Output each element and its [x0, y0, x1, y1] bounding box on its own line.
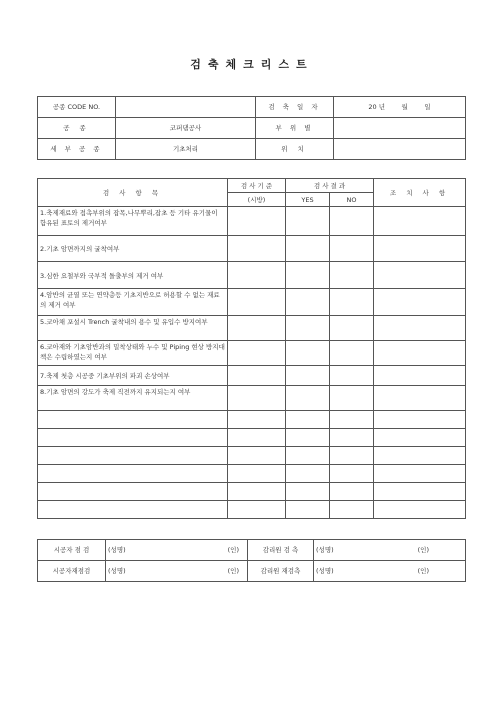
no-cell[interactable] — [330, 207, 374, 236]
checklist-row — [38, 262, 466, 289]
empty-item-cell[interactable] — [38, 429, 228, 447]
check-item-1: 1.축제재료와 접촉부위의 잡목,나무뿌리,잡초 등 기타 유기물이 함유된 표토의 제거여부 — [38, 207, 228, 236]
checklist-empty-row — [38, 411, 466, 429]
seal-placeholder: (인) — [227, 546, 239, 554]
checklist-row — [38, 366, 466, 386]
name-placeholder: (성명) — [316, 567, 334, 575]
empty-item-cell[interactable] — [38, 465, 228, 483]
supervisor-inspect-label: 감리원 검 측 — [248, 540, 314, 561]
criteria-cell[interactable] — [228, 207, 286, 236]
part-value[interactable] — [334, 118, 466, 139]
no-cell[interactable] — [330, 465, 374, 483]
check-item-4: 4.암반의 균열 또는 연약층등 기초지반으로 허용할 수 없는 재료의 제거 여부 — [38, 289, 228, 316]
yes-cell[interactable] — [286, 289, 330, 316]
criteria-cell[interactable] — [228, 447, 286, 465]
action-cell[interactable] — [374, 207, 466, 236]
yes-cell[interactable] — [286, 386, 330, 411]
header-criteria: 검 사 기 준 — [228, 179, 286, 193]
supervisor-reinspect-label: 감리원 재검측 — [248, 561, 314, 582]
document-title: 검축체크리스트 — [190, 58, 314, 71]
no-cell[interactable] — [330, 366, 374, 386]
yes-cell[interactable] — [286, 429, 330, 447]
contractor-recheck-signature[interactable] — [106, 561, 248, 582]
work-type-label: 공 종 — [38, 118, 116, 139]
name-placeholder: (성명) — [108, 567, 126, 575]
criteria-cell[interactable] — [228, 366, 286, 386]
checklist-empty-row — [38, 483, 466, 501]
checklist-row — [38, 207, 466, 236]
no-cell[interactable] — [330, 429, 374, 447]
check-item-3: 3.심한 요철부와 국부적 돌출부의 제거 여부 — [38, 262, 228, 289]
date-month: 월 — [401, 103, 408, 111]
no-cell[interactable] — [330, 236, 374, 262]
no-cell[interactable] — [330, 447, 374, 465]
no-cell[interactable] — [330, 341, 374, 366]
supervisor-reinspect-signature[interactable] — [314, 561, 466, 582]
action-cell[interactable] — [374, 289, 466, 316]
contractor-recheck-label: 시공자재점검 — [38, 561, 106, 582]
check-item-8: 8.기초 암면의 강도가 축제 직전까지 유지되는지 여부 — [38, 386, 228, 411]
supervisor-inspect-signature[interactable] — [314, 540, 466, 561]
criteria-cell[interactable] — [228, 289, 286, 316]
checklist-table — [37, 178, 466, 519]
seal-placeholder: (인) — [417, 546, 429, 554]
yes-cell[interactable] — [286, 411, 330, 429]
name-placeholder: (성명) — [316, 546, 334, 554]
action-cell[interactable] — [374, 465, 466, 483]
yes-cell[interactable] — [286, 341, 330, 366]
inspection-date-label: 검 축 일 자 — [256, 97, 334, 118]
name-placeholder: (성명) — [108, 546, 126, 554]
yes-cell[interactable] — [286, 447, 330, 465]
header-yes: YES — [286, 193, 330, 207]
yes-cell[interactable] — [286, 316, 330, 341]
action-cell[interactable] — [374, 236, 466, 262]
signature-row-1 — [38, 540, 466, 561]
detail-work-value[interactable]: 기초처리 — [116, 139, 256, 160]
action-cell[interactable] — [374, 386, 466, 411]
yes-cell[interactable] — [286, 465, 330, 483]
info-row-code — [38, 97, 466, 118]
checklist-empty-row — [38, 429, 466, 447]
action-cell[interactable] — [374, 429, 466, 447]
criteria-cell[interactable] — [228, 262, 286, 289]
criteria-cell[interactable] — [228, 501, 286, 519]
location-label: 위 치 — [256, 139, 334, 160]
action-cell[interactable] — [374, 483, 466, 501]
signature-row-2 — [38, 561, 466, 582]
action-cell[interactable] — [374, 447, 466, 465]
code-label: 공종 CODE NO. — [38, 97, 116, 118]
criteria-cell[interactable] — [228, 465, 286, 483]
checklist-empty-row — [38, 465, 466, 483]
no-cell[interactable] — [330, 483, 374, 501]
action-cell[interactable] — [374, 501, 466, 519]
criteria-cell[interactable] — [228, 483, 286, 501]
seal-placeholder: (인) — [227, 567, 239, 575]
criteria-cell[interactable] — [228, 341, 286, 366]
no-cell[interactable] — [330, 411, 374, 429]
info-row-work-type — [38, 118, 466, 139]
empty-item-cell[interactable] — [38, 411, 228, 429]
criteria-cell[interactable] — [228, 316, 286, 341]
action-cell[interactable] — [374, 341, 466, 366]
checklist-empty-row — [38, 501, 466, 519]
part-label: 부 위 별 — [256, 118, 334, 139]
checklist-row — [38, 289, 466, 316]
header-method: (시방) — [228, 193, 286, 207]
contractor-check-signature[interactable] — [106, 540, 248, 561]
work-type-value[interactable]: 코퍼댐공사 — [116, 118, 256, 139]
checklist-empty-row — [38, 447, 466, 465]
no-cell[interactable] — [330, 316, 374, 341]
checklist-row — [38, 316, 466, 341]
code-value[interactable] — [116, 97, 256, 118]
criteria-cell[interactable] — [228, 429, 286, 447]
header-no: NO — [330, 193, 374, 207]
signature-table — [37, 539, 466, 582]
criteria-cell[interactable] — [228, 236, 286, 262]
location-value[interactable] — [334, 139, 466, 160]
yes-cell[interactable] — [286, 366, 330, 386]
date-day: 일 — [424, 103, 431, 111]
info-row-detail-work — [38, 139, 466, 160]
action-cell[interactable] — [374, 411, 466, 429]
yes-cell[interactable] — [286, 262, 330, 289]
yes-cell[interactable] — [286, 236, 330, 262]
action-cell[interactable] — [374, 316, 466, 341]
criteria-cell[interactable] — [228, 411, 286, 429]
header-action: 조 치 사 항 — [374, 179, 466, 207]
action-cell[interactable] — [374, 366, 466, 386]
checklist-header-row — [38, 179, 466, 193]
check-item-7: 7.축제 첫층 시공중 기초부위의 파괴 손상여부 — [38, 366, 228, 386]
no-cell[interactable] — [330, 262, 374, 289]
criteria-cell[interactable] — [228, 386, 286, 411]
inspection-date-value[interactable] — [334, 97, 466, 118]
header-result: 검 사 결 과 — [286, 179, 374, 193]
check-item-5: 5.코아채 포설시 Trench 굴착내의 용수 및 유입수 방지여부 — [38, 316, 228, 341]
info-table — [37, 96, 466, 160]
empty-item-cell[interactable] — [38, 501, 228, 519]
header-item: 검 사 항 목 — [38, 179, 228, 207]
detail-work-label: 세 부 공 종 — [38, 139, 116, 160]
yes-cell[interactable] — [286, 207, 330, 236]
empty-item-cell[interactable] — [38, 447, 228, 465]
checklist-row — [38, 386, 466, 411]
action-cell[interactable] — [374, 262, 466, 289]
contractor-check-label: 시공자 점 검 — [38, 540, 106, 561]
yes-cell[interactable] — [286, 501, 330, 519]
check-item-6: 6.코아재와 기초암반과의 밀착상태와 누수 및 Piping 현상 방지대책은 수립하였는지 여부 — [38, 341, 228, 366]
yes-cell[interactable] — [286, 483, 330, 501]
no-cell[interactable] — [330, 386, 374, 411]
seal-placeholder: (인) — [417, 567, 429, 575]
empty-item-cell[interactable] — [38, 483, 228, 501]
checklist-row — [38, 236, 466, 262]
check-item-2: 2.기초 암면까지의 굴착여부 — [38, 236, 228, 262]
date-year: 20 년 — [368, 103, 385, 111]
no-cell[interactable] — [330, 289, 374, 316]
checklist-row — [38, 341, 466, 366]
no-cell[interactable] — [330, 501, 374, 519]
